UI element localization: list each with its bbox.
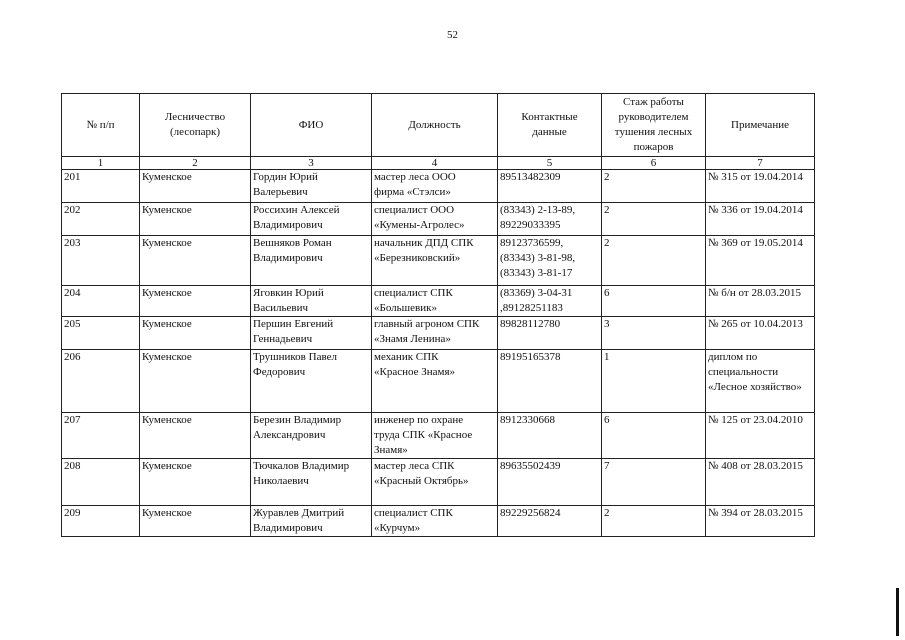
contacts-cell: [498, 170, 602, 203]
number-cell: 207: [62, 413, 140, 459]
table-row: [62, 459, 815, 506]
cell-line: (83369) 3-04-31: [500, 287, 573, 299]
name-cell: [251, 413, 372, 459]
forestry-cell: Куменское: [140, 350, 251, 413]
name-cell: [251, 506, 372, 537]
cell-line: «Красный Октябрь»: [374, 475, 469, 487]
cell-line: № п/п: [86, 118, 115, 131]
forestry-cell: Куменское: [140, 317, 251, 350]
cell-line: Валерьевич: [253, 186, 308, 198]
contacts-cell: [498, 350, 602, 413]
experience-cell: 6: [602, 286, 706, 317]
header-experience: [602, 94, 706, 157]
header-number: [62, 94, 140, 157]
cell-line: механик СПК: [374, 351, 439, 363]
experience-cell: 3: [602, 317, 706, 350]
cell-line: № 336 от 19.04.2014: [708, 204, 803, 216]
cell-line: инженер по охране: [374, 414, 464, 426]
table-row: [62, 203, 815, 236]
note-cell: [706, 286, 815, 317]
cell-line: Николаевич: [253, 475, 309, 487]
experience-cell: 7: [602, 459, 706, 506]
note-cell: [706, 506, 815, 537]
contacts-cell: [498, 286, 602, 317]
cell-line: (83343) 2-13-89,: [500, 204, 576, 216]
forestry-cell: Куменское: [140, 413, 251, 459]
cell-line: «Знамя Ленина»: [374, 333, 451, 345]
cell-line: Журавлев Дмитрий: [253, 507, 345, 519]
cell-line: Вешняков Роман: [253, 237, 332, 249]
cell-line: Васильевич: [253, 302, 308, 314]
cell-line: «Курчум»: [374, 522, 421, 534]
column-number: 7: [706, 157, 815, 170]
cell-line: № 265 от 10.04.2013: [708, 318, 803, 330]
number-cell: 206: [62, 350, 140, 413]
name-cell: [251, 203, 372, 236]
cell-line: Яговкин Юрий: [253, 287, 324, 299]
position-cell: [372, 459, 498, 506]
forestry-cell: Куменское: [140, 286, 251, 317]
number-cell: 205: [62, 317, 140, 350]
number-cell: 203: [62, 236, 140, 286]
cell-line: специалист ООО: [374, 204, 455, 216]
experience-cell: 2: [602, 203, 706, 236]
cell-line: «Красное Знамя»: [374, 366, 456, 378]
cell-line: «Кумены-Агролес»: [374, 219, 465, 231]
column-number: 5: [498, 157, 602, 170]
scan-edge-mark: [896, 588, 899, 636]
cell-line: Першин Евгений: [253, 318, 334, 330]
cell-line: № 394 от 28.03.2015: [708, 507, 803, 519]
cell-line: ,89128251183: [500, 302, 563, 314]
contacts-cell: [498, 236, 602, 286]
column-number: 4: [372, 157, 498, 170]
table-row: [62, 350, 815, 413]
note-cell: [706, 317, 815, 350]
cell-line: главный агроном СПК: [374, 318, 480, 330]
table-row: [62, 317, 815, 350]
cell-line: данные: [532, 126, 567, 138]
cell-line: мастер леса ООО: [374, 171, 456, 183]
name-cell: [251, 170, 372, 203]
number-cell: 208: [62, 459, 140, 506]
header-forestry: [140, 94, 251, 157]
cell-line: (лесопарк): [170, 126, 220, 138]
name-cell: [251, 236, 372, 286]
experience-cell: 1: [602, 350, 706, 413]
number-cell: 204: [62, 286, 140, 317]
note-cell: [706, 170, 815, 203]
cell-line: диплом по: [708, 351, 758, 363]
contacts-cell: [498, 506, 602, 537]
cell-line: № 315 от 19.04.2014: [708, 171, 803, 183]
experience-cell: 2: [602, 506, 706, 537]
cell-line: специалист СПК: [374, 287, 453, 299]
table-row: [62, 413, 815, 459]
cell-line: мастер леса СПК: [374, 460, 455, 472]
position-cell: [372, 286, 498, 317]
cell-line: Владимирович: [253, 219, 323, 231]
position-cell: [372, 350, 498, 413]
position-cell: [372, 203, 498, 236]
contacts-cell: [498, 203, 602, 236]
cell-line: (83343) 3-81-17: [500, 267, 573, 279]
note-cell: [706, 350, 815, 413]
cell-line: Владимирович: [253, 522, 323, 534]
cell-line: Тючкалов Владимир: [253, 460, 350, 472]
position-cell: [372, 170, 498, 203]
number-cell: 201: [62, 170, 140, 203]
forestry-cell: Куменское: [140, 459, 251, 506]
experience-cell: 2: [602, 236, 706, 286]
forestry-cell: Куменское: [140, 170, 251, 203]
cell-line: Примечание: [731, 118, 789, 131]
cell-line: Гордин Юрий: [253, 171, 318, 183]
cell-line: специальности: [708, 366, 779, 378]
name-cell: [251, 350, 372, 413]
column-number: 2: [140, 157, 251, 170]
number-cell: 202: [62, 203, 140, 236]
header-contacts: [498, 94, 602, 157]
column-number: 6: [602, 157, 706, 170]
contacts-cell: [498, 317, 602, 350]
cell-line: пожаров: [633, 141, 674, 153]
page-number: 52: [447, 29, 458, 41]
experience-cell: 2: [602, 170, 706, 203]
cell-line: Федорович: [253, 366, 306, 378]
cell-line: Владимирович: [253, 252, 323, 264]
cell-line: 89123736599,: [500, 237, 564, 249]
cell-line: Стаж работы: [623, 96, 684, 108]
cell-line: 89195165378: [500, 351, 561, 363]
fire-managers-table: [61, 93, 815, 537]
cell-line: 89635502439: [500, 460, 561, 472]
cell-line: ФИО: [298, 118, 324, 131]
header-note: [706, 94, 815, 157]
note-cell: [706, 459, 815, 506]
cell-line: Контактные: [521, 111, 578, 123]
forestry-cell: Куменское: [140, 203, 251, 236]
table-body: [62, 170, 815, 537]
name-cell: [251, 286, 372, 317]
cell-line: Лесничество: [164, 111, 226, 123]
cell-line: «Лесное хозяйство»: [708, 381, 802, 393]
cell-line: 8912330668: [500, 414, 555, 426]
cell-line: № 125 от 23.04.2010: [708, 414, 803, 426]
cell-line: Должность: [408, 118, 461, 131]
contacts-cell: [498, 413, 602, 459]
cell-line: тушения лесных: [614, 126, 693, 138]
cell-line: Александрович: [253, 429, 326, 441]
cell-line: фирма «Стэлси»: [374, 186, 451, 198]
name-cell: [251, 459, 372, 506]
note-cell: [706, 236, 815, 286]
cell-line: № 369 от 19.05.2014: [708, 237, 803, 249]
table-row: [62, 506, 815, 537]
note-cell: [706, 413, 815, 459]
position-cell: [372, 506, 498, 537]
cell-line: 89229033395: [500, 219, 561, 231]
cell-line: специалист СПК: [374, 507, 453, 519]
contacts-cell: [498, 459, 602, 506]
forestry-cell: Куменское: [140, 506, 251, 537]
cell-line: № б/н от 28.03.2015: [708, 287, 801, 299]
cell-line: руководителем: [618, 111, 689, 123]
number-cell: 209: [62, 506, 140, 537]
header-name: [251, 94, 372, 157]
name-cell: [251, 317, 372, 350]
cell-line: Березин Владимир: [253, 414, 342, 426]
header-row: [62, 94, 815, 157]
table-row: [62, 170, 815, 203]
experience-cell: 6: [602, 413, 706, 459]
cell-line: 89828112780: [500, 318, 561, 330]
cell-line: № 408 от 28.03.2015: [708, 460, 803, 472]
cell-line: Россихин Алексей: [253, 204, 340, 216]
column-number: 3: [251, 157, 372, 170]
cell-line: Трушников Павел: [253, 351, 337, 363]
cell-line: 89513482309: [500, 171, 561, 183]
forestry-cell: Куменское: [140, 236, 251, 286]
position-cell: [372, 413, 498, 459]
cell-line: начальник ДПД СПК: [374, 237, 474, 249]
column-number: 1: [62, 157, 140, 170]
note-cell: [706, 203, 815, 236]
position-cell: [372, 236, 498, 286]
table-row: [62, 236, 815, 286]
cell-line: (83343) 3-81-98,: [500, 252, 576, 264]
cell-line: «Большевик»: [374, 302, 437, 314]
cell-line: Знамя»: [374, 444, 408, 456]
table-row: [62, 286, 815, 317]
cell-line: «Березниковский»: [374, 252, 461, 264]
cell-line: 89229256824: [500, 507, 561, 519]
column-number-row: [62, 157, 815, 170]
cell-line: труда СПК «Красное: [374, 429, 473, 441]
cell-line: Геннадьевич: [253, 333, 313, 345]
position-cell: [372, 317, 498, 350]
header-position: [372, 94, 498, 157]
